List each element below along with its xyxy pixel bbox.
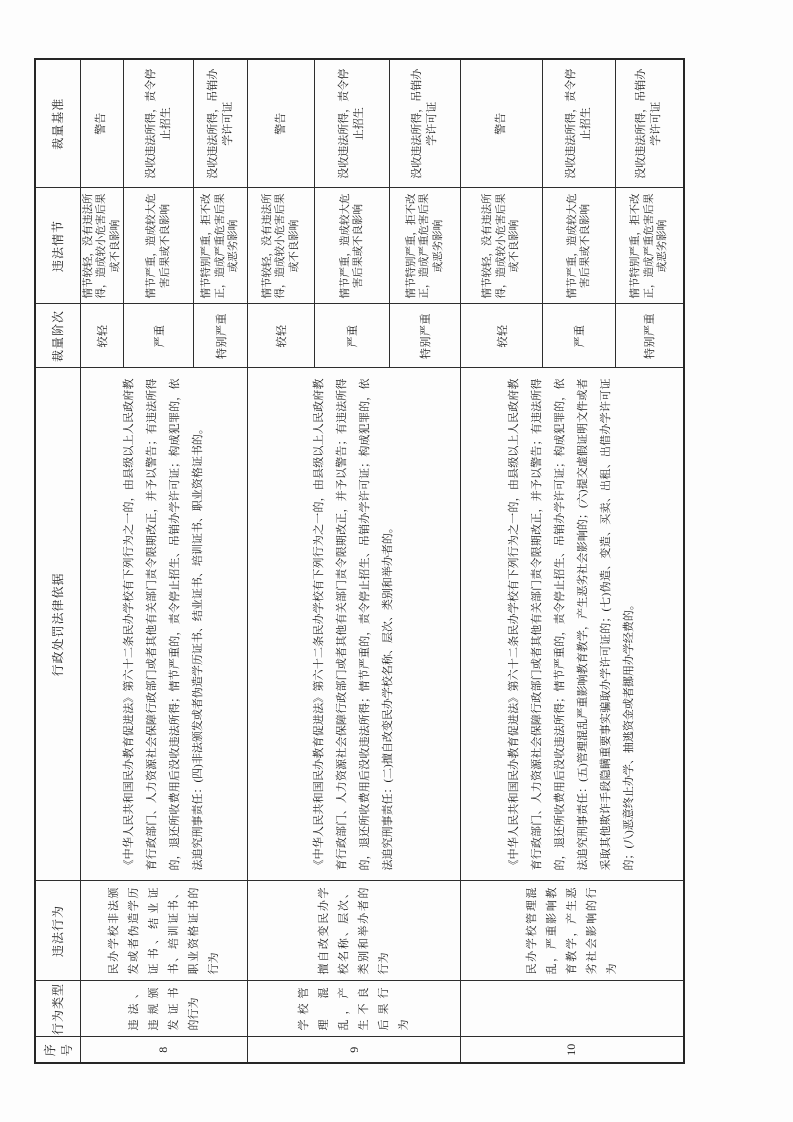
header-behavior-type: 行为类型 <box>35 981 80 1037</box>
header-seq: 序号 <box>35 1037 80 1063</box>
cell-seq-8: 8 <box>80 1037 248 1063</box>
cell-seq-9: 9 <box>248 1037 461 1063</box>
cell-benchmark: 警告 <box>248 59 315 188</box>
cell-tier-level: 特别严重 <box>194 304 248 368</box>
cell-circumstance: 情节严重，造成较大危害后果或不良影响 <box>543 188 616 304</box>
table-row <box>80 59 124 1063</box>
cell-tier-level: 较轻 <box>80 304 124 368</box>
header-violation-circumstance: 违法情节 <box>35 188 80 304</box>
cell-benchmark: 没收违法所得，责令停止招生 <box>543 59 616 188</box>
cell-benchmark: 没收违法所得，吊销办学许可证 <box>390 59 461 188</box>
header-legal-basis: 行政处罚法律依据 <box>35 368 80 881</box>
cell-seq-10: 10 <box>461 1037 684 1063</box>
cell-tier-level: 严重 <box>543 304 616 368</box>
cell-illegal-behavior-8: 民办学校非法颁发或者伪造学历证书、结业证书、培训证书、职业资格证书的行为 <box>80 881 248 981</box>
cell-tier-level: 严重 <box>315 304 390 368</box>
cell-circumstance: 情节特别严重，拒不改正，造成严重危害后果或恶劣影响 <box>194 188 248 304</box>
cell-circumstance: 情节严重，造成较大危害后果或不良影响 <box>315 188 390 304</box>
cell-legal-basis-8: 《中华人民共和国民办教育促进法》第六十二条民办学校有下列行为之一的，由县级以上人民政府教育行政部门、人力资源社会保障行政部门或者其他有关部门责令限期改正，并予以警告；有违法所得的，退还所收费用后没收违法所得；情节严重的，责令停止招生、吊销办学许可证；构成犯罪的，依法追究刑事责任：(四)非法颁发或者伪造学历证书、结业证书、培训证书、职业资格证书的。 <box>80 368 248 881</box>
cell-circumstance: 情节严重，造成较大危害后果或不良影响 <box>124 188 194 304</box>
cell-tier-level: 严重 <box>124 304 194 368</box>
cell-legal-basis-9: 《中华人民共和国民办教育促进法》第六十二条民办学校有下列行为之一的，由县级以上人民政府教育行政部门、人力资源社会保障行政部门或者其他有关部门责令限期改正，并予以警告；有违法所得的，退还所收费用后没收违法所得；情节严重的，责令停止招生、吊销办学许可证；构成犯罪的，依法追究刑事责任：(二)擅自改变民办学校名称、层次、类别和举办者的。 <box>248 368 461 881</box>
penalty-discretion-table <box>34 58 685 1064</box>
cell-circumstance: 情节较轻，没有违法所得，造成较小危害后果或不良影响 <box>461 188 543 304</box>
cell-illegal-behavior-9: 擅自改变民办学校名称、层次、类别和举办者的行为 <box>248 881 461 981</box>
cell-legal-basis-10: 《中华人民共和国民办教育促进法》第六十二条民办学校有下列行为之一的，由县级以上人民政府教育行政部门、人力资源社会保障行政部门或者其他有关部门责令限期改正，并予以警告；有违法所得的，退还所收费用后没收违法所得；情节严重的，责令停止招生、吊销办学许可证；构成犯罪的，依法追究刑事责任：(五)管理混乱严重影响教育教学，产生恶劣社会影响的；(六)提交虚假证明文件或者采取其他欺诈手段隐瞒重要事实骗取办学许可证的；(七)伪造、变造、买卖、出租、出借办学许可证的；(八)恶意终止办学、抽逃资金或者挪用办学经费的。 <box>461 368 684 881</box>
rotated-table-wrapper <box>34 60 680 1064</box>
cell-benchmark: 没收违法所得，责令停止招生 <box>124 59 194 188</box>
cell-tier-level: 特别严重 <box>616 304 684 368</box>
cell-behavior-type-10 <box>461 981 684 1037</box>
cell-circumstance: 情节较轻，没有违法所得，造成较小危害后果或不良影响 <box>80 188 124 304</box>
cell-tier-level: 特别严重 <box>390 304 461 368</box>
cell-benchmark: 警告 <box>80 59 124 188</box>
table-row <box>461 59 543 1063</box>
header-discretion-tier: 裁量阶次 <box>35 304 80 368</box>
cell-circumstance: 情节较轻，没有违法所得，造成较小危害后果或不良影响 <box>248 188 315 304</box>
cell-benchmark: 没收违法所得，责令停止招生 <box>315 59 390 188</box>
cell-circumstance: 情节特别严重，拒不改正，造成严重危害后果或恶劣影响 <box>390 188 461 304</box>
cell-illegal-behavior-10: 民办学校管理混乱，严重影响教育教学，产生恶劣社会影响的行为 <box>461 881 684 981</box>
cell-behavior-type-8: 违法、违规颁发证书的行为 <box>80 981 248 1037</box>
cell-behavior-type-9: 学校管理混乱，产生不良后果行为 <box>248 981 461 1037</box>
header-discretion-benchmark: 裁量基准 <box>35 59 80 188</box>
cell-tier-level: 较轻 <box>461 304 543 368</box>
cell-tier-level: 较轻 <box>248 304 315 368</box>
cell-benchmark: 没收违法所得，吊销办学许可证 <box>194 59 248 188</box>
cell-circumstance: 情节特别严重，拒不改正，造成严重危害后果或恶劣影响 <box>616 188 684 304</box>
table-header-row <box>35 59 80 1063</box>
cell-benchmark: 没收违法所得，吊销办学许可证 <box>616 59 684 188</box>
table-row <box>248 59 315 1063</box>
header-illegal-behavior: 违法行为 <box>35 881 80 981</box>
cell-benchmark: 警告 <box>461 59 543 188</box>
